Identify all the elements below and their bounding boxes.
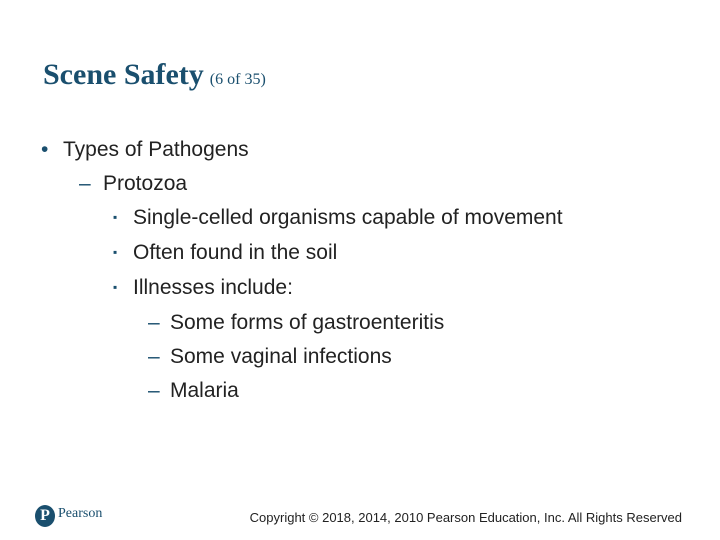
bullet-text: Single-celled organisms capable of movement — [133, 206, 563, 229]
bullet-level3 — [113, 276, 293, 300]
bullet-marker: ▪ — [113, 280, 118, 294]
bullet-marker: – — [148, 345, 160, 368]
bullet-level2 — [79, 172, 188, 196]
bullet-text: Some vaginal infections — [170, 345, 392, 368]
slide-title-text: Scene Safety — [43, 58, 204, 91]
bullet-level3 — [113, 206, 563, 230]
bullet-text: Some forms of gastroenteritis — [170, 311, 445, 334]
copyright-notice: Copyright © 2018, 2014, 2010 Pearson Education, Inc. All Rights Reserved — [249, 510, 682, 525]
bullet-level4 — [148, 379, 239, 403]
bullet-marker: ▪ — [113, 210, 118, 224]
bullet-text: Often found in the soil — [133, 241, 338, 264]
bullet-marker: – — [79, 172, 91, 195]
bullet-marker: – — [148, 379, 160, 402]
bullet-text: Types of Pathogens — [63, 138, 249, 161]
bullet-text: Illnesses include: — [133, 276, 293, 299]
bullet-marker: • — [41, 138, 49, 161]
bullet-level4 — [148, 345, 392, 369]
logo-letter: P — [40, 507, 50, 524]
slide-title-suffix: (6 of 35) — [209, 71, 266, 88]
bullet-level3 — [113, 241, 338, 265]
pearson-logo-icon — [35, 505, 55, 527]
bullet-marker: – — [148, 311, 160, 334]
pearson-logo-text: Pearson — [58, 506, 103, 521]
slide-title — [43, 58, 266, 92]
bullet-text: Malaria — [170, 379, 239, 402]
bullet-level1 — [41, 138, 249, 162]
bullet-marker: ▪ — [113, 245, 118, 259]
bullet-text: Protozoa — [103, 172, 188, 195]
footer — [0, 500, 720, 540]
bullet-level4 — [148, 311, 445, 335]
